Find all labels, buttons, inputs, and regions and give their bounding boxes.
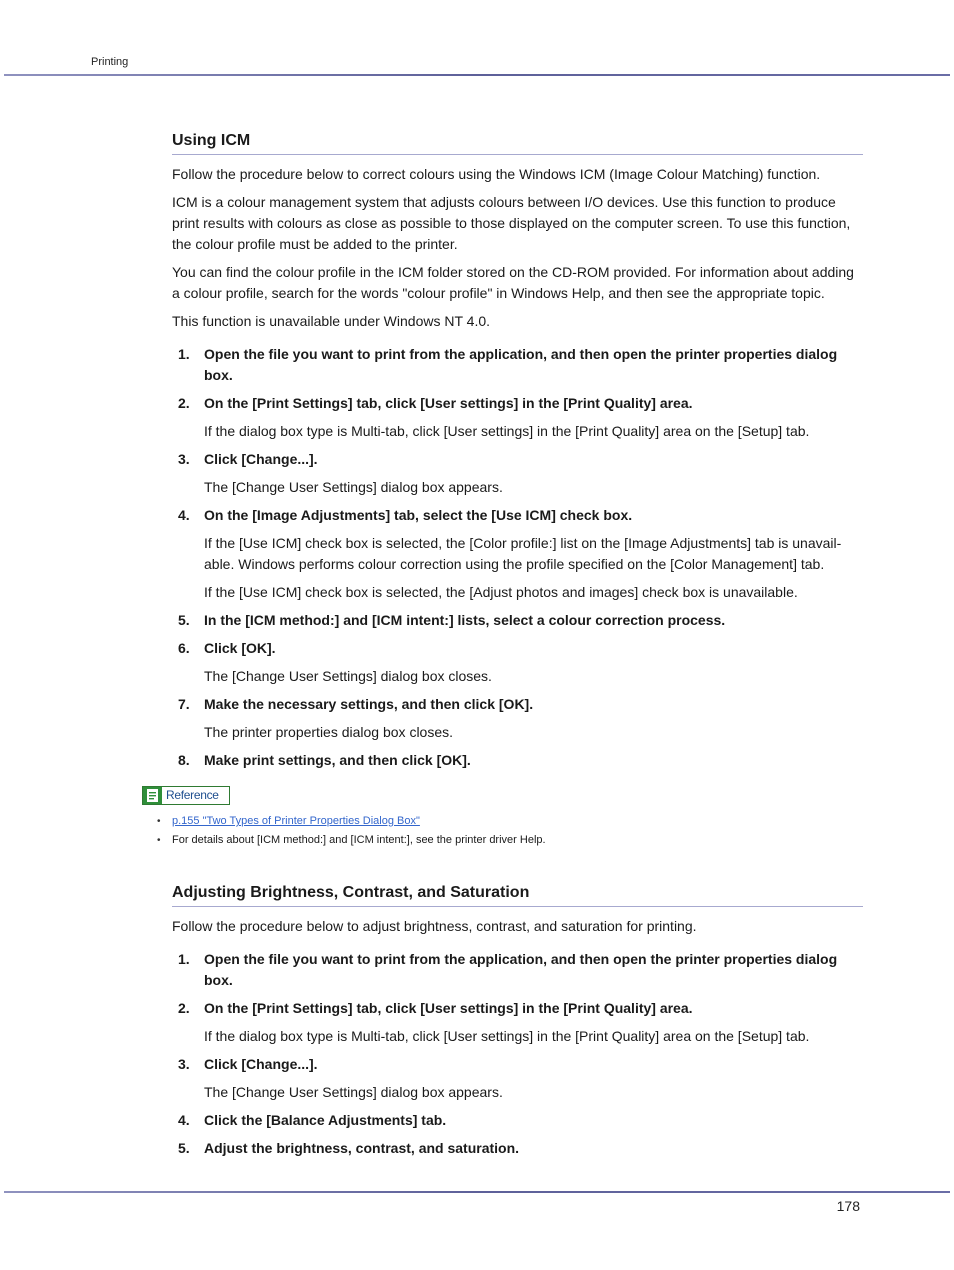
- step-number: 5.: [178, 1140, 190, 1156]
- step-note: If the dialog box type is Multi-tab, click [User settings] in the [Print Quality] area on the [Setup] tab.: [204, 1028, 810, 1044]
- step-note: If the dialog box type is Multi-tab, click [User settings] in the [Print Quality] area on the [Setup] tab.: [204, 423, 810, 439]
- section-heading: Adjusting Brightness, Contrast, and Saturation: [172, 882, 863, 907]
- step-number: 3.: [178, 451, 190, 467]
- paragraph: Follow the procedure below to correct colours using the Windows ICM (Image Colour Matching) function.: [172, 166, 821, 182]
- reference-link[interactable]: p.155 "Two Types of Printer Properties Dialog Box": [172, 815, 420, 827]
- step-note: The [Change User Settings] dialog box appears.: [204, 1084, 503, 1100]
- step-number: 5.: [178, 612, 190, 628]
- step-item: [172, 505, 860, 526]
- section-using-icm: [172, 130, 860, 778]
- reference-note-icon: [143, 787, 162, 804]
- step-number: 1.: [178, 951, 190, 967]
- step-number: 4.: [178, 1112, 190, 1128]
- step-note: The printer properties dialog box closes.: [204, 724, 454, 740]
- procedure-steps: [172, 949, 860, 1159]
- step-number: 6.: [178, 640, 190, 656]
- paragraph: You can find the colour profile in the ICM folder stored on the CD-ROM provided. For information about adding a colour profile, search for the words "colour profile" in Windows Help, and then see the appropriate topic.: [172, 264, 854, 301]
- step-item: [172, 998, 860, 1019]
- step-number: 2.: [178, 1000, 190, 1016]
- step-text: Make the necessary settings, and then click [OK].: [204, 696, 534, 712]
- reference-list: [155, 812, 855, 850]
- step-item: [172, 694, 860, 715]
- step-text: Adjust the brightness, contrast, and saturation.: [204, 1140, 520, 1156]
- step-text: Open the file you want to print from the application, and then open the printer properties dialog box.: [204, 346, 838, 383]
- step-note: If the [Use ICM] check box is selected, the [Adjust photos and images] check box is unavailable.: [204, 584, 798, 600]
- step-item: [172, 393, 860, 414]
- step-number: 8.: [178, 752, 190, 768]
- step-text: Click [OK].: [204, 640, 276, 656]
- step-item: [172, 750, 860, 771]
- step-item: [172, 344, 860, 386]
- step-item: [172, 449, 860, 470]
- step-item: [172, 1054, 860, 1075]
- running-header: Printing: [91, 56, 129, 68]
- step-text: In the [ICM method:] and [ICM intent:] lists, select a colour correction process.: [204, 612, 726, 628]
- reference-item: [155, 812, 855, 831]
- step-number: 3.: [178, 1056, 190, 1072]
- step-text: On the [Image Adjustments] tab, select the [Use ICM] check box.: [204, 507, 633, 523]
- step-number: 4.: [178, 507, 190, 523]
- step-text: On the [Print Settings] tab, click [User settings] in the [Print Quality] area.: [204, 395, 693, 411]
- step-text: On the [Print Settings] tab, click [User settings] in the [Print Quality] area.: [204, 1000, 693, 1016]
- step-text: Click the [Balance Adjustments] tab.: [204, 1112, 447, 1128]
- step-number: 7.: [178, 696, 190, 712]
- step-item: [172, 638, 860, 659]
- step-item: [172, 949, 860, 991]
- step-number: 2.: [178, 395, 190, 411]
- step-number: 1.: [178, 346, 190, 362]
- step-note: The [Change User Settings] dialog box closes.: [204, 668, 492, 684]
- header-rule: [4, 74, 950, 76]
- reference-item: • For details about [ICM method:] and [ICM intent:], see the printer driver Help.: [155, 831, 855, 850]
- step-item: [172, 610, 860, 631]
- step-note: The [Change User Settings] dialog box appears.: [204, 479, 503, 495]
- section1-paragraphs: [172, 164, 860, 332]
- step-note: If the [Use ICM] check box is selected, the [Color profile:] list on the [Image Adjustments] tab is unavail-able. Windows performs colour correction using the profile specified on the [Color Management] tab.: [204, 535, 842, 572]
- paragraph: This function is unavailable under Windows NT 4.0.: [172, 313, 491, 329]
- step-text: Click [Change...].: [204, 1056, 318, 1072]
- page-number: 178: [836, 1198, 860, 1214]
- step-text: Open the file you want to print from the application, and then open the printer properties dialog box.: [204, 951, 838, 988]
- step-text: Make print settings, and then click [OK].: [204, 752, 471, 768]
- section-adjusting-brightness: [172, 882, 860, 1166]
- section-heading: Using ICM: [172, 130, 863, 155]
- paragraph: Follow the procedure below to adjust brightness, contrast, and saturation for printing.: [172, 918, 697, 934]
- reference-label: Reference: [166, 788, 219, 802]
- step-text: Click [Change...].: [204, 451, 318, 467]
- reference-badge: [142, 786, 230, 805]
- step-item: [172, 1138, 860, 1159]
- footer-rule: [4, 1191, 950, 1193]
- procedure-steps: [172, 344, 860, 771]
- paragraph: ICM is a colour management system that adjusts colours between I/O devices. Use this function to produce print results with colours as close as possible to those displayed on the computer screen. To use this function, the colour profile must be added to the printer.: [172, 194, 851, 252]
- step-item: [172, 1110, 860, 1131]
